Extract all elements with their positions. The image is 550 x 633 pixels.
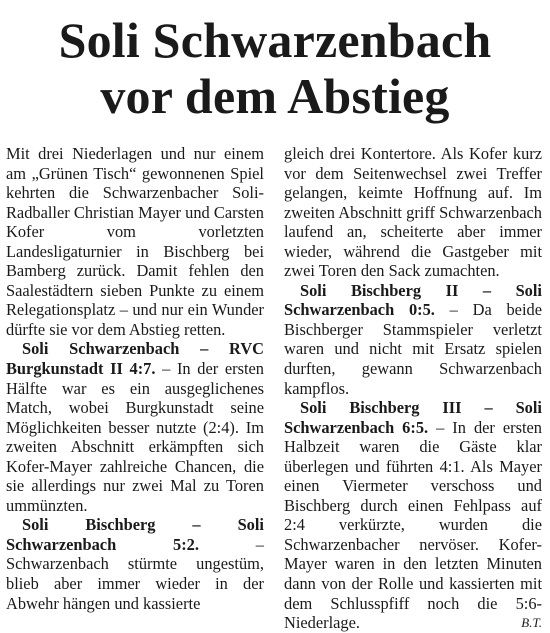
author-signature: B.T. [521,615,542,631]
article-paragraph-match-4 [284,398,542,633]
article-column-left [6,144,264,613]
article-paragraph-intro: Mit drei Niederlagen und nur einem am „Grünen Tisch“ gewonnenen Spiel kehrten die Schwarzenbacher Soli-Radballer Christian Mayer und Carsten Kofer vom vorletzten Landesligaturnier in Bischberg bei Bamberg zurück. Damit fehlen den Saalestädtern sieben Punkte zu einem Relegationsplatz – und nur ein Wunder dürfte sie vor dem Abstieg retten. [6,144,264,339]
match-2-text: – Schwarzenbach stürmte ungestüm, blieb aber immer wieder in der Abwehr hängen und kassierte [6,534,264,613]
match-4-text: – In der ersten Halbzeit waren die Gäste klar überlegen und führten 4:1. Als Mayer einen Viermeter verschoss und Bischberg durch einen Fehlpass auf 2:4 verkürzte, wurden die Schwarzenbacher nervöser. Kofer-Mayer waren in den letzten Minuten dann von der Rolle und kassierten mit dem Schlusspfiff noch die 5:6-Niederlage. [284,417,542,633]
article-paragraph-match-2-start [6,515,264,613]
article-paragraph-match-1 [6,339,264,515]
match-1-heading: Soli Schwarzenbach – RVC Burgkunstadt II 4:7. [6,339,264,379]
article-column-right [284,144,542,633]
headline-line-2: vor dem Abstieg [100,68,450,124]
article-paragraph-match-3 [284,281,542,398]
match-4-heading: Soli Bischberg III – Soli Schwarzenbach 6:5. [284,398,542,437]
match-1-text: – In der ersten Hälfte war es ein ausgeglichenes Match, wobei Burgkunstadt seine Möglichkeiten besser nutzte (2:4). Im zweiten Abschnitt erkämpften sich Kofer-Mayer zahlreiche Chancen, die sie allerdings nur zwei Mal zu Toren ummünzten. [6,359,264,515]
match-2-heading: Soli Bischberg – Soli Schwarzenbach 5:2. [6,515,264,554]
article-paragraph-match-2-continued: gleich drei Kontertore. Als Kofer kurz vor dem Seitenwechsel zwei Treffer gelangen, keimte Hoffnung auf. Im zweiten Abschnitt griff Schwarzenbach laufend an, scheiterte aber immer wieder, während die Gastgeber mit zwei Toren den Sack zumachten. [284,144,542,281]
headline-line-1: Soli Schwarzenbach [58,12,492,68]
match-3-text: – Da beide Bischberger Stammspieler verletzt waren und nicht mit Ersatz spielen durften, gewann Schwarzenbach kampflos. [284,300,542,398]
headline [0,12,550,124]
match-3-heading: Soli Bischberg II – Soli Schwarzenbach 0:5. [284,280,542,320]
